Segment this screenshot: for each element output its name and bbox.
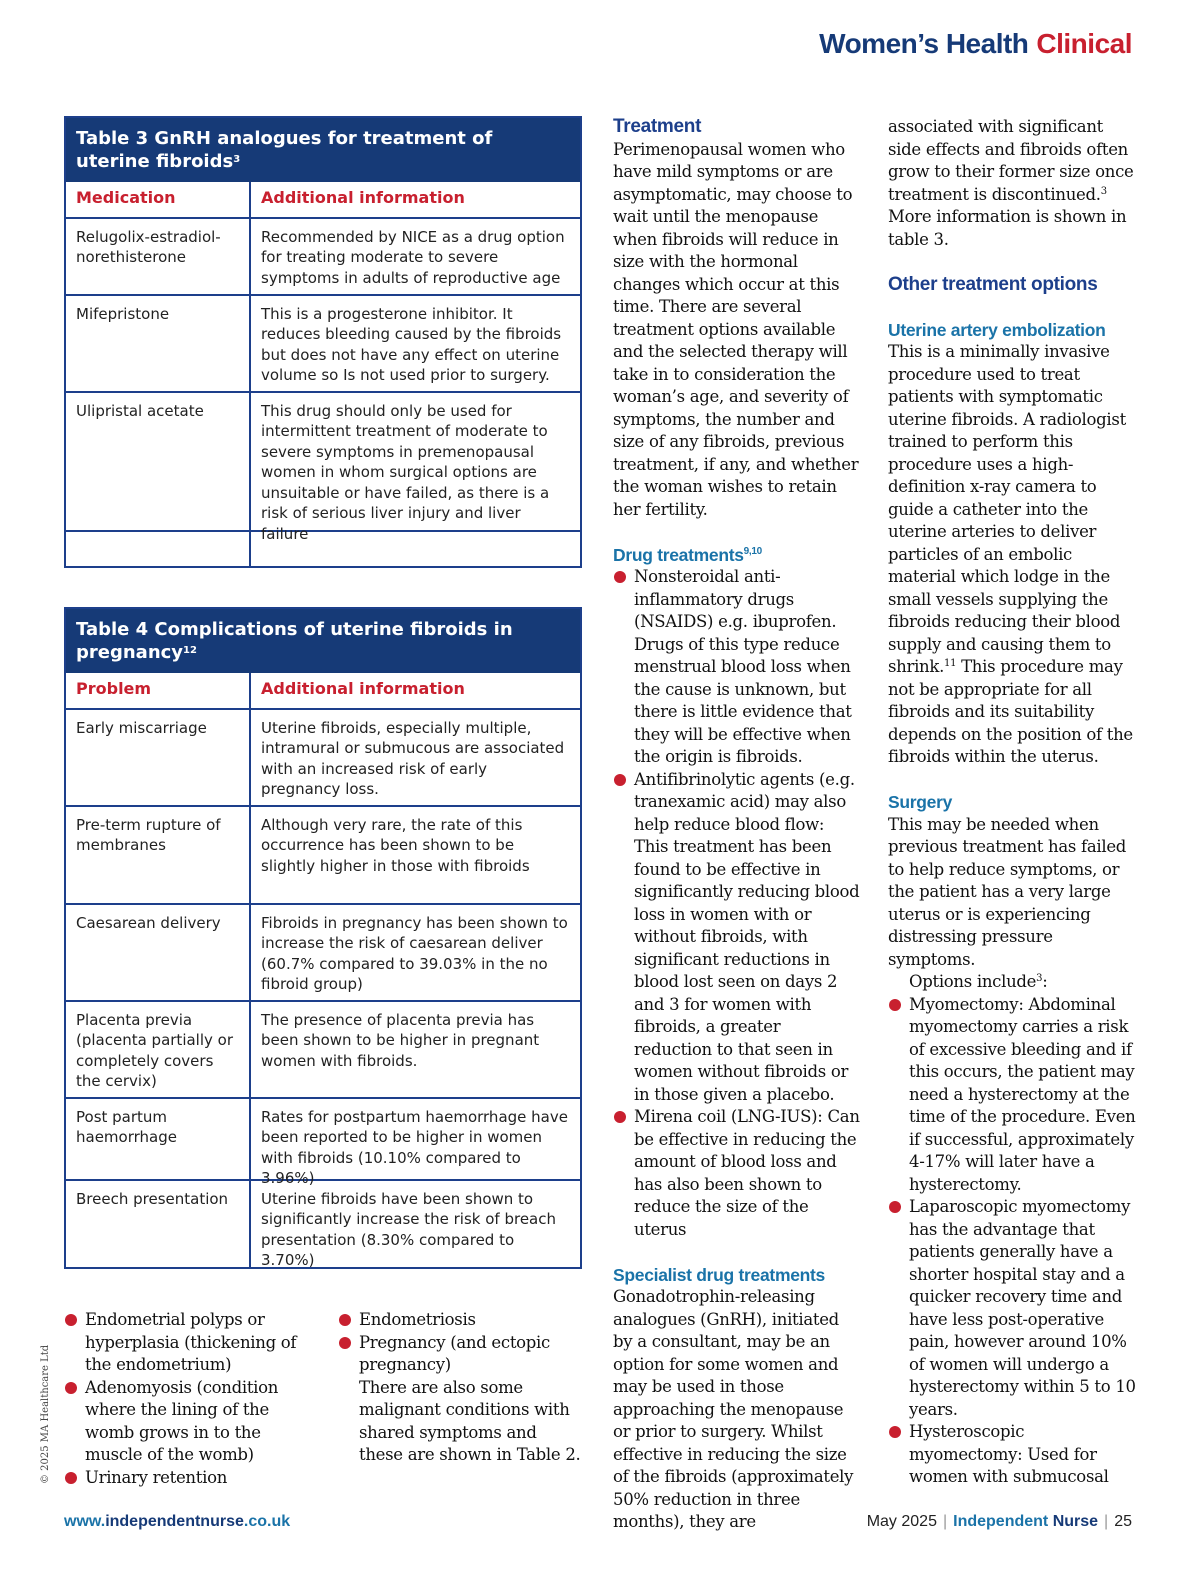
table-cell: Fibroids in pregnancy has been shown to increase the risk of caesarean deliver (60.7% compared to 39.03% in the no fibroid group)	[261, 913, 568, 993]
body-paragraph: Perimenopausal women who have mild symptoms or are asymptomatic, may choose to wait until the menopause when fibroids will reduce in size with the hormonal changes which occur at this time. There are several treatment options available and the selected therapy will take in to consideration the woman’s age, and severity of symptoms, the number and size of any fibroids, previous treatment, if any, and whether the woman wishes to retain her fertility.	[613, 139, 859, 519]
subsection-heading: Drug treatments$^{9,10}$	[613, 544, 762, 565]
drug-list	[613, 566, 863, 1241]
magazine-name: Independent Nurse	[953, 1513, 1099, 1530]
table-row	[66, 903, 580, 1000]
subsection-heading: Surgery	[888, 792, 953, 812]
column-header: Additional information	[261, 679, 465, 698]
table-row	[66, 1179, 580, 1267]
table-cell: Pre-term rupture of membranes	[66, 807, 251, 903]
body-paragraph: There are also some malignant conditions with shared symptoms and these are shown in Table 2.	[359, 1377, 581, 1464]
column-header: Medication	[66, 182, 251, 217]
list-item: Mirena coil (LNG-IUS): Can be effective in reducing the amount of blood loss and has also been shown to reduce the size of the uterus	[613, 1106, 863, 1241]
table-4-title: Table 4 Complications of uterine fibroids in pregnancy$^{12}$	[66, 609, 580, 673]
table-cell: Placenta previa (placenta partially or completely covers the cervix)	[66, 1002, 251, 1097]
table-cell	[251, 532, 580, 566]
table-cell: Uterine fibroids have been shown to significantly increase the risk of breach presentation (8.30% compared to 3.70%)	[261, 1189, 557, 1269]
body-paragraph: Gonadotrophin-releasing analogues (GnRH), initiated by a consultant, may be an option for some women and may be used in those approaching the menopause or prior to surgery. Whilst effective in reducing the size of the fibroids (approximately 50% reduction in three months), they are	[613, 1287, 854, 1531]
list-item: Endometrial polyps or hyperplasia (thickening of the endometrium)	[64, 1309, 308, 1377]
subsection-heading: Uterine artery embolization	[888, 319, 1106, 340]
table-header-row	[66, 673, 580, 708]
table-cell	[66, 532, 251, 566]
list-item: Hysteroscopic myomectomy: Used for women with submucosal	[888, 1421, 1140, 1489]
column-header: Problem	[66, 673, 251, 708]
table-row	[66, 805, 580, 903]
table-cell: Breech presentation	[66, 1181, 251, 1267]
list-item: Nonsteroidal anti-inflammatory drugs (NSAIDS) e.g. ibuprofen. Drugs of this type reduce menstrual blood loss when the cause is unknown, but there is little evidence that they will be effective when the origin is fibroids.	[613, 566, 863, 769]
table-row-empty	[66, 530, 580, 566]
bottom-left-column-2	[338, 1309, 582, 1467]
bullet-icon	[65, 1382, 77, 1394]
list-item: Pregnancy (and ectopic pregnancy)	[338, 1332, 582, 1377]
section-heading: Treatment	[613, 116, 702, 137]
table-cell: Caesarean delivery	[66, 905, 251, 1000]
body-paragraph: This may be needed when previous treatment has failed to help reduce symptoms, or the patient has a very large uterus or is experiencing distressing pressure symptoms.	[888, 814, 1127, 969]
list-item: Endometriosis	[338, 1309, 582, 1332]
page-header	[819, 28, 1132, 60]
bullet-icon	[339, 1337, 351, 1349]
body-paragraph: Options include$^3$:	[909, 972, 1048, 991]
body-paragraph: associated with significant side effects and fibroids often grow to their former size once treatment is discontinued.$^3$ More information is shown in table 3.	[888, 117, 1134, 249]
table-cell: The presence of placenta previa has been shown to be higher in pregnant women with fibroids.	[261, 1010, 540, 1070]
category-title: Clinical	[1036, 28, 1132, 59]
page-number: 25	[1114, 1513, 1132, 1530]
table-row	[66, 1000, 580, 1097]
table-cell: Post partum haemorrhage	[66, 1099, 251, 1179]
bottom-left-column-1	[64, 1309, 308, 1489]
table-header-row	[66, 182, 580, 217]
bullet-icon	[889, 1201, 901, 1213]
table-cell: Ulipristal acetate	[66, 393, 251, 530]
table-cell: Although very rare, the rate of this occurrence has been shown to be slightly higher in those with fibroids	[261, 815, 530, 875]
bullet-icon	[889, 1426, 901, 1438]
issue-date: May 2025	[866, 1513, 937, 1530]
other-treatment-column	[888, 116, 1140, 1489]
table-cell: Uterine fibroids, especially multiple, intramural or submucous are associated with an increased risk of early pregnancy loss.	[261, 718, 565, 798]
list-item: Adenomyosis (condition where the lining of the womb grows in to the muscle of the womb)	[64, 1377, 308, 1467]
bullet-icon	[65, 1472, 77, 1484]
column-header: Additional information	[261, 188, 465, 207]
list-item: Antifibrinolytic agents (e.g. tranexamic acid) may also help reduce blood flow: This treatment has been found to be effective in significantly reducing blood loss in women with or without fibroids, with significant reductions in blood lost seen on days 2 and 3 for women with fibroids, a greater reduction to that seen in women without fibroids or in those given a placebo.	[613, 769, 863, 1107]
list-item: Myomectomy: Abdominal myomectomy carries a risk of excessive bleeding and if this occurs, the patient may need a hysterectomy at the time of the procedure. Even if successful, approximately 4-17% will later have a hysterectomy.	[888, 994, 1140, 1197]
table-cell: Mifepristone	[66, 296, 251, 391]
table-3-title: Table 3 GnRH analogues for treatment of uterine fibroids$^3$	[66, 118, 580, 182]
body-paragraph: This is a minimally invasive procedure used to treat patients with symptomatic uterine fibroids. A radiologist trained to perform this procedure uses a high-definition x-ray camera to guide a catheter into the uterine arteries to deliver particles of an embolic material which lodge in the small vessels supplying the fibroids reducing their blood supply and causing them to shrink.$^{11}$ This procedure may not be appropriate for all fibroids and its suitability depends on the position of the fibroids within the uterus.	[888, 342, 1133, 766]
table-cell: Recommended by NICE as a drug option for treating moderate to severe symptoms in adults of reproductive age	[261, 227, 565, 287]
table-cell: Rates for postpartum haemorrhage have been reported to be higher in women with fibroids (10.10% compared to 3.96%)	[261, 1107, 568, 1187]
bullet-icon	[614, 1111, 626, 1123]
surgery-list	[888, 994, 1140, 1489]
bullet-icon	[614, 774, 626, 786]
table-cell: This drug should only be used for intermittent treatment of moderate to severe symptoms in premenopausal women in whom surgical options are unsuitable or have failed, as there is a risk of serious liver injury and liver failure	[261, 401, 550, 543]
table-row	[66, 294, 580, 391]
list-item: Laparoscopic myomectomy has the advantage that patients generally have a shorter hospital stay and a quicker recovery time and have less post-operative pain, however around 10% of women will undergo a hysterectomy within 5 to 10 years.	[888, 1196, 1140, 1421]
table-cell: This is a progesterone inhibitor. It reduces bleeding caused by the fibroids but does not have any effect on uterine volume so Is not used prior to surgery.	[261, 304, 562, 384]
list-item: Urinary retention	[64, 1467, 308, 1490]
section-heading: Other treatment options	[888, 273, 1098, 295]
website-link[interactable]: www.independentnurse.co.uk	[64, 1513, 291, 1530]
bullet-icon	[65, 1314, 77, 1326]
table-row	[66, 391, 580, 543]
condition-list	[338, 1309, 582, 1377]
copyright-notice: © 2025 MA Healthcare Ltd	[40, 1344, 51, 1484]
subsection-heading: Specialist drug treatments	[613, 1264, 825, 1285]
table-row	[66, 217, 580, 294]
table-cell: Early miscarriage	[66, 710, 251, 805]
table-row	[66, 1097, 580, 1187]
table-4	[64, 607, 582, 1269]
bullet-icon	[889, 999, 901, 1011]
page-footer: May 2025 | Independent Nurse | 25	[866, 1513, 1132, 1530]
table-row	[66, 708, 580, 805]
table-3	[64, 116, 582, 568]
table-cell: Relugolix-estradiol-norethisterone	[66, 219, 251, 294]
bullet-icon	[614, 571, 626, 583]
section-title: Women’s Health	[819, 28, 1029, 59]
symptom-list	[64, 1309, 308, 1489]
treatment-column	[613, 116, 863, 1534]
bullet-icon	[339, 1314, 351, 1326]
